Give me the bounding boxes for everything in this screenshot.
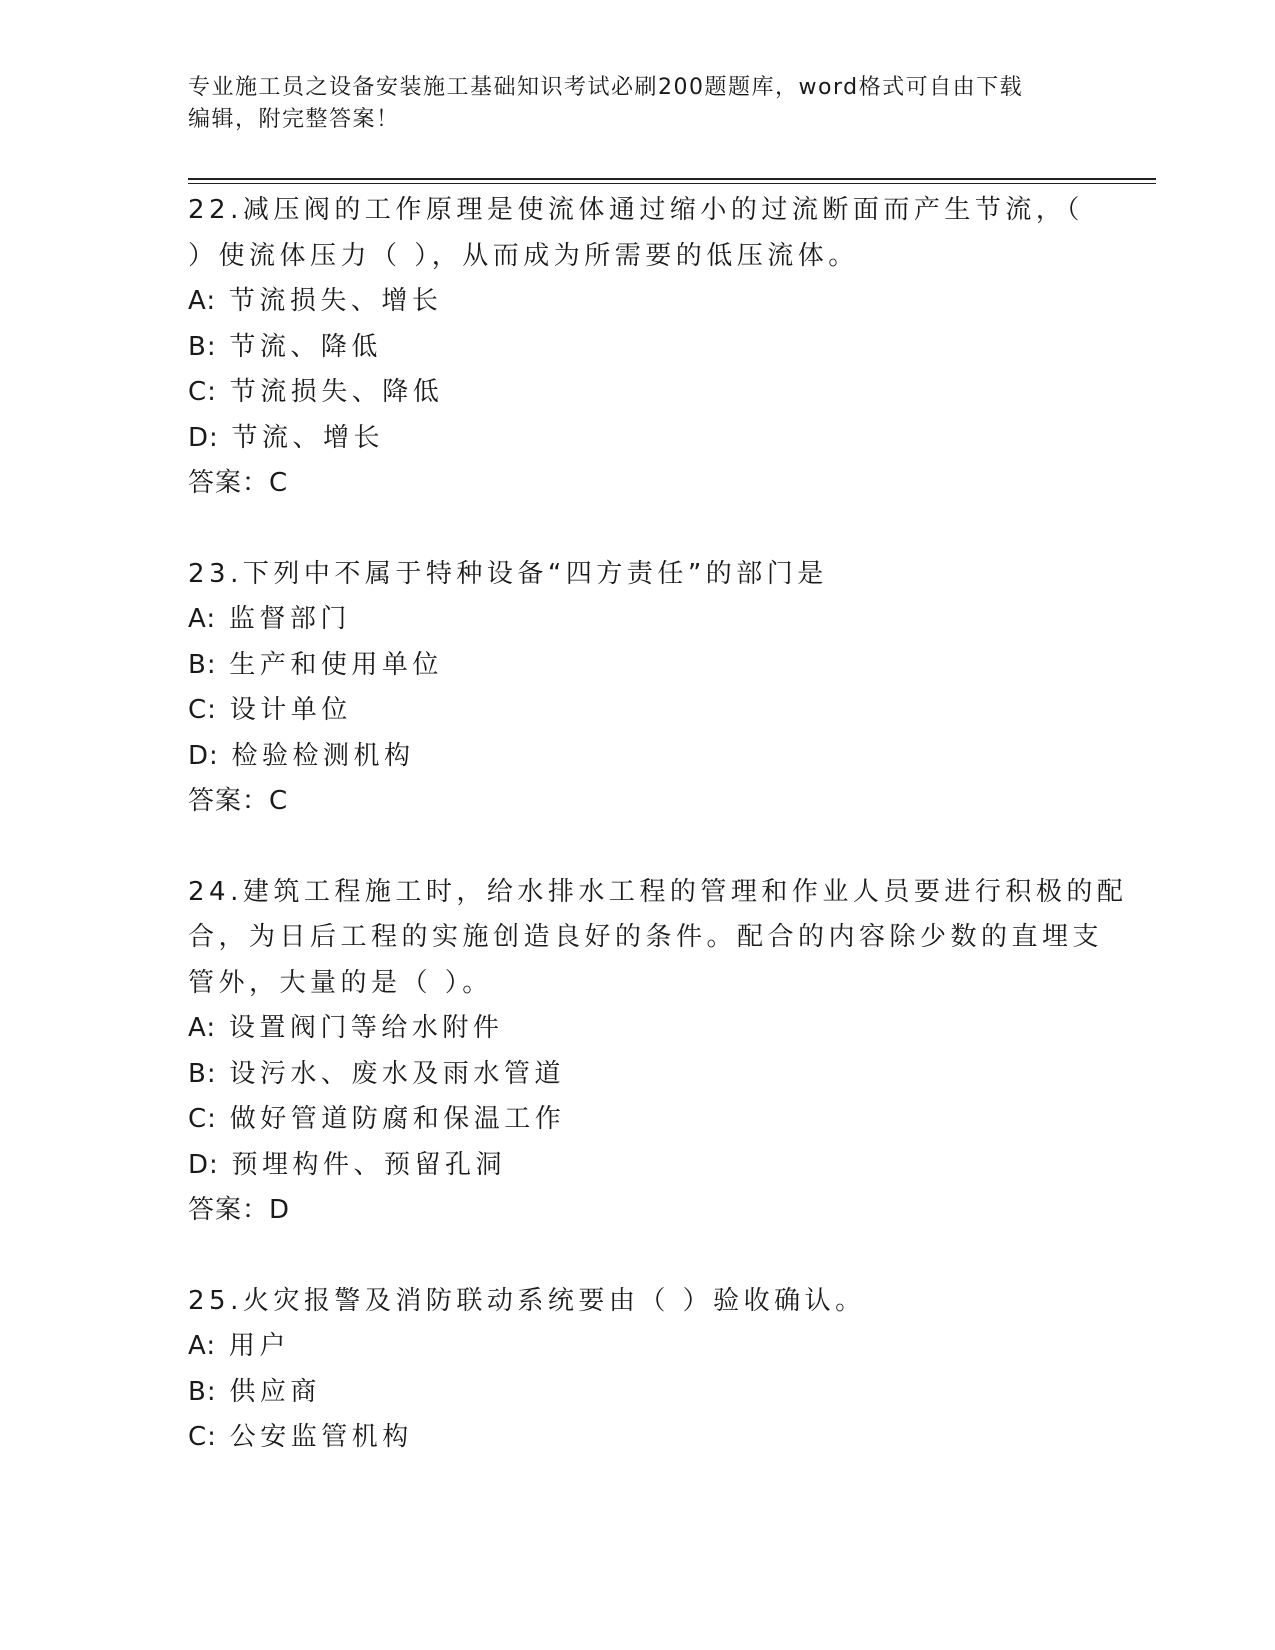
option-key: A:	[188, 1013, 217, 1043]
option-key: B:	[188, 1058, 217, 1089]
header-divider-thin	[188, 183, 1156, 184]
option-text: 检验检测机构	[231, 740, 415, 771]
question-text-line: 管外，大量的是（ ）。	[188, 967, 493, 998]
option-a	[188, 1006, 1088, 1052]
option-key: D:	[188, 1149, 219, 1180]
header-line-1: 专业施工员之设备安装施工基础知识考试必刷200题题库，word格式可自由下载	[188, 75, 1024, 100]
option-key: A:	[188, 286, 217, 316]
option-key: C:	[188, 1104, 217, 1134]
option-key: C:	[188, 377, 217, 407]
question-text-line: 22.减压阀的工作原理是使流体通过缩小的过流断面而产生节流，（	[188, 195, 1084, 225]
option-a	[188, 597, 1088, 643]
option-c	[188, 1097, 1088, 1143]
option-key: B:	[188, 331, 217, 362]
option-text: 设污水、废水及雨水管道	[229, 1058, 565, 1089]
option-key: D:	[188, 740, 219, 771]
option-text: 生产和使用单位	[229, 649, 443, 680]
option-b	[188, 325, 1088, 371]
option-b	[188, 1370, 1088, 1416]
option-text: 节流损失、降低	[229, 377, 444, 407]
question-text-line: 23.下列中不属于特种设备“四方责任”的部门是	[188, 558, 828, 589]
option-text: 节流损失、增长	[228, 286, 443, 316]
question-24	[188, 870, 1128, 1234]
option-d	[188, 416, 1088, 462]
question-text-line: 25.火灾报警及消防联动系统要由（ ）验收确认。	[188, 1285, 866, 1316]
option-a	[188, 279, 1088, 325]
question-22	[188, 188, 1088, 507]
question-25	[188, 1279, 1088, 1461]
option-text: 节流、增长	[231, 422, 385, 453]
option-text: 供应商	[229, 1376, 321, 1407]
option-text: 用户	[228, 1331, 290, 1361]
option-d	[188, 1143, 1088, 1189]
option-text: 设置阀门等给水附件	[228, 1013, 504, 1043]
question-list	[188, 188, 1128, 1506]
header-divider-thick	[188, 178, 1156, 180]
answer-label: 答案：D	[188, 1195, 291, 1225]
option-a	[188, 1324, 1088, 1370]
option-b	[188, 1052, 1088, 1098]
question-text-line: 合，为日后工程的实施创造良好的条件。配合的内容除少数的直埋支	[188, 922, 1104, 952]
answer-label: 答案：C	[188, 786, 289, 816]
option-text: 监督部门	[228, 604, 351, 634]
option-c	[188, 688, 1088, 734]
option-key: A:	[188, 604, 217, 634]
document-header	[188, 72, 1088, 136]
option-key: C:	[188, 695, 217, 725]
option-key: C:	[188, 1422, 217, 1452]
question-text-line: ）使流体压力（ ），从而成为所需要的低压流体。	[188, 240, 859, 271]
option-text: 预埋构件、预留孔洞	[231, 1149, 507, 1180]
option-text: 节流、降低	[229, 331, 382, 362]
option-text: 公安监管机构	[229, 1422, 413, 1452]
option-b	[188, 643, 1088, 689]
question-text-line: 24.建筑工程施工时，给水排水工程的管理和作业人员要进行积极的配	[188, 876, 1128, 907]
option-c	[188, 1415, 1088, 1461]
option-key: D:	[188, 422, 219, 453]
option-key: B:	[188, 649, 217, 680]
option-text: 做好管道防腐和保温工作	[229, 1104, 566, 1134]
option-text: 设计单位	[229, 695, 352, 725]
option-c	[188, 370, 1088, 416]
question-23	[188, 552, 1088, 825]
header-line-2: 编辑，附完整答案！	[188, 107, 400, 132]
option-key: B:	[188, 1376, 217, 1407]
answer-label: 答案：C	[188, 468, 289, 498]
option-key: A:	[188, 1331, 217, 1361]
option-d	[188, 734, 1088, 780]
